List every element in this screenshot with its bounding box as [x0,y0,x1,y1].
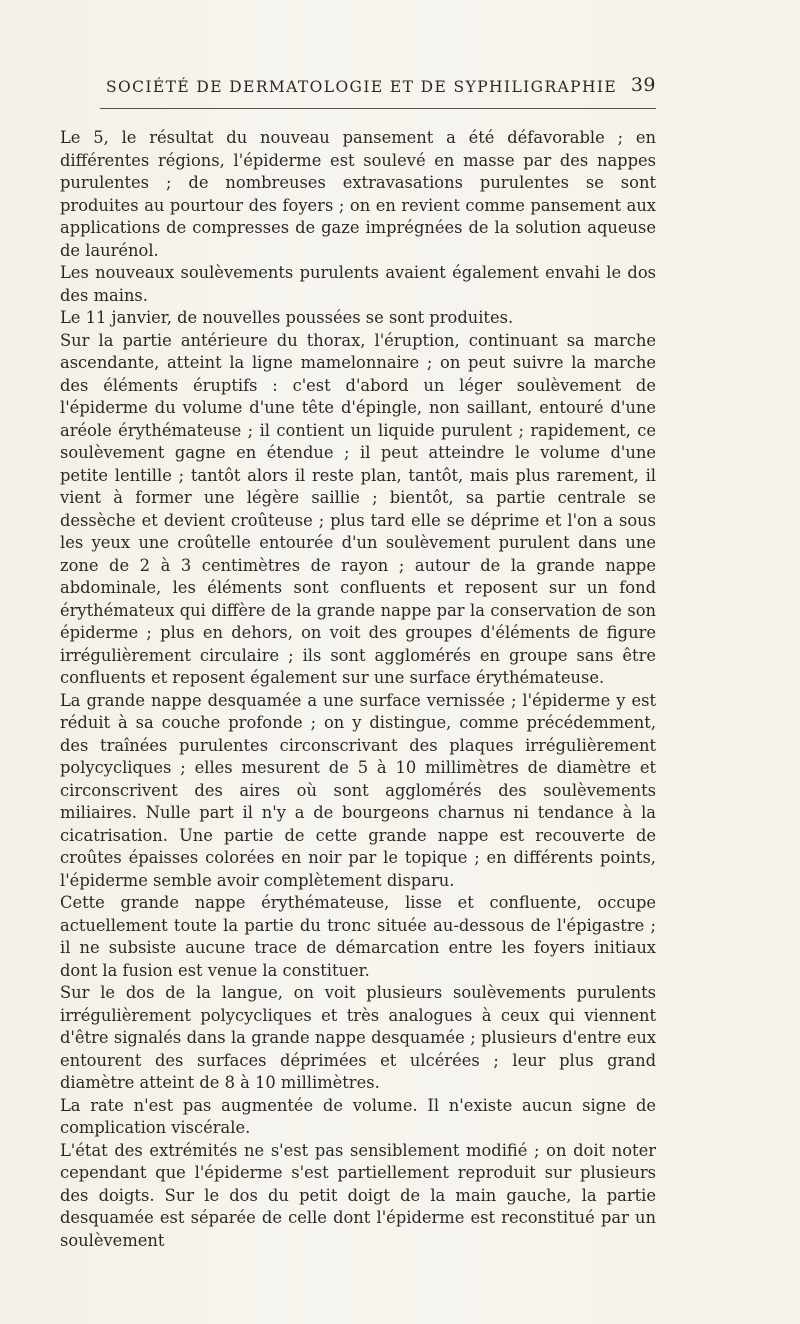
header-rule [100,108,656,109]
page-number: 39 [630,74,656,96]
paragraph-9: L'état des extrémités ne s'est pas sensiblement modifié ; on doit noter cependant que l'épiderme s'est partiellement reproduit sur plusieurs des doigts. Sur le dos du petit doigt de la main gauche, la partie desquamée est séparée de celle dont l'épiderme est reconstitué par un soulèvement [60,1140,656,1250]
paragraph-2: Les nouveaux soulèvements purulents avaient également envahi le dos des mains. [60,263,656,305]
paragraph-5: La grande nappe desquamée a une surface vernissée ; l'épiderme y est réduit à sa couche profonde ; on y distingue, comme précédemment, des traînées purulentes circonscrivant des plaques irrégulièrement polycycliques ; elles mesurent de 5 à 10 millimètres de diamètre et circonscrivent des aires où sont agglomérés des soulèvements miliaires. Nulle part il n'y a de bourgeons charnus ni tendance à la cicatrisation. Une partie de cette grande nappe est recouverte de croûtes épaisses colorées en noir par le topique ; en différents points, l'épiderme semble avoir complètement disparu. [60,690,656,890]
paragraph-8: La rate n'est pas augmentée de volume. Il n'existe aucun signe de complication viscérale. [60,1095,656,1137]
paragraph-7: Sur le dos de la langue, on voit plusieurs soulèvements purulents irrégulièrement polycycliques et très analogues à ceux qui viennent d'être signalés dans la grande nappe desquamée ; plusieurs d'entre eux entourent des surfaces déprimées et ulcérées ; leur plus grand diamètre atteint de 8 à 10 millimètres. [60,983,656,1092]
page-header [100,74,656,100]
paragraph-3: Le 11 janvier, de nouvelles poussées se sont produites. [60,308,514,327]
body-text [60,127,656,1252]
paragraph-4: Sur la partie antérieure du thorax, l'éruption, continuant sa marche ascendante, atteint la ligne mamelonnaire ; on peut suivre la marche des éléments éruptifs : c'est d'abord un léger soulèvement de l'épiderme du volume d'une tête d'épingle, non saillant, entouré d'une aréole érythémateuse ; il contient un liquide purulent ; rapidement, ce soulèvement gagne en étendue ; il peut atteindre le volume d'une petite lentille ; tantôt alors il reste plan, tantôt, mais plus rarement, il vient à former une légère saillie ; bientôt, sa partie centrale se dessèche et devient croûteuse ; plus tard elle se déprime et l'on a sous les yeux une croûtelle entourée d'un soulèvement purulent dans une zone de 2 à 3 centimètres de rayon ; autour de la grande nappe abdominale, les éléments sont confluents et reposent sur un fond érythémateux qui diffère de la grande nappe par la conservation de son épiderme ; plus en dehors, on voit des groupes d'éléments de figure irrégulièrement circulaire ; ils sont agglomérés en groupe sans être confluents et reposent également sur une surface érythémateuse. [60,330,656,687]
paragraph-1: Le 5, le résultat du nouveau pansement a été défavorable ; en différentes régions, l'épiderme est soulevé en masse par des nappes purulentes ; de nombreuses extravasations purulentes se sont produites au pourtour des foyers ; on en revient comme pansement aux applications de compresses de gaze imprégnées de la solution aqueuse de laurénol. [60,128,656,260]
running-head: SOCIÉTÉ DE DERMATOLOGIE ET DE SYPHILIGRAPHIE [106,78,618,96]
paragraph-6: Cette grande nappe érythémateuse, lisse et confluente, occupe actuellement toute la partie du tronc située au-dessous de l'épigastre ; il ne subsiste aucune trace de démarcation entre les foyers initiaux dont la fusion est venue la constituer. [60,893,656,980]
